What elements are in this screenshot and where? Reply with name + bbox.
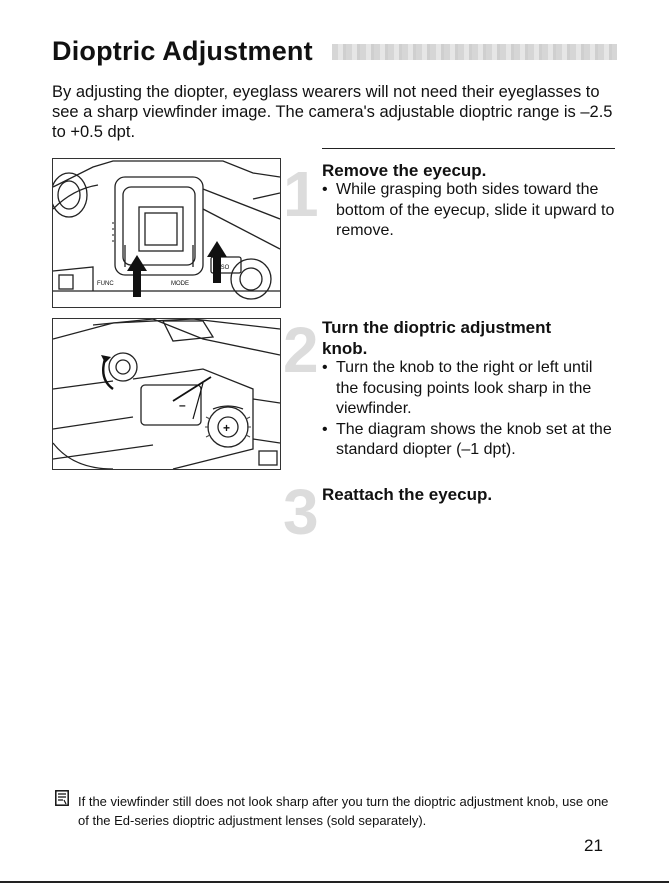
step-number-2: 2 (283, 314, 319, 386)
step-number-1: 1 (283, 158, 319, 230)
mode-label: MODE (171, 281, 189, 287)
step-2-bullets (322, 358, 617, 461)
step-number-3: 3 (283, 476, 319, 548)
step-2-bullet-1: • Turn the knob to the right or left until the focusing points look sharp in the viewfinder. (322, 358, 617, 420)
section-divider (322, 148, 615, 149)
note-text: If the viewfinder still does not look sharp after you turn the dioptric adjustment knob, use one of the Ed-series dioptric adjustment lenses (sold separately). (78, 794, 609, 828)
dioptric-knob-illustration (52, 318, 281, 470)
minus-mark: – (179, 398, 186, 412)
page-title: Dioptric Adjustment (52, 36, 313, 66)
title-row (52, 34, 617, 70)
iso-label: ISO (219, 265, 230, 271)
step-2-bullet-2: • The diagram shows the knob set at the standard diopter (–1 dpt). (322, 420, 617, 461)
footer-rule (0, 881, 669, 883)
plus-mark: + (223, 421, 231, 435)
step-3-title: Reattach the eyecup. (322, 485, 493, 504)
page-number: 21 (584, 836, 603, 855)
step-2-title: Turn the dioptric adjustment knob. (322, 318, 552, 358)
step-1-bullet-1: • While grasping both sides toward the bottom of the eyecup, slide it upward to remove. (322, 180, 617, 242)
func-label: FUNC (97, 281, 114, 287)
memo-icon (55, 790, 69, 806)
eyecup-removal-illustration (52, 158, 281, 308)
title-decorative-bar (332, 44, 617, 60)
step-1-title: Remove the eyecup. (322, 161, 487, 180)
intro-paragraph: By adjusting the diopter, eyeglass wearers will not need their eyeglasses to see a sharp viewfinder image. The camera's adjustable dioptric range is –2.5 to +0.5 dpt. (52, 83, 613, 141)
step-1-bullets (322, 180, 617, 242)
